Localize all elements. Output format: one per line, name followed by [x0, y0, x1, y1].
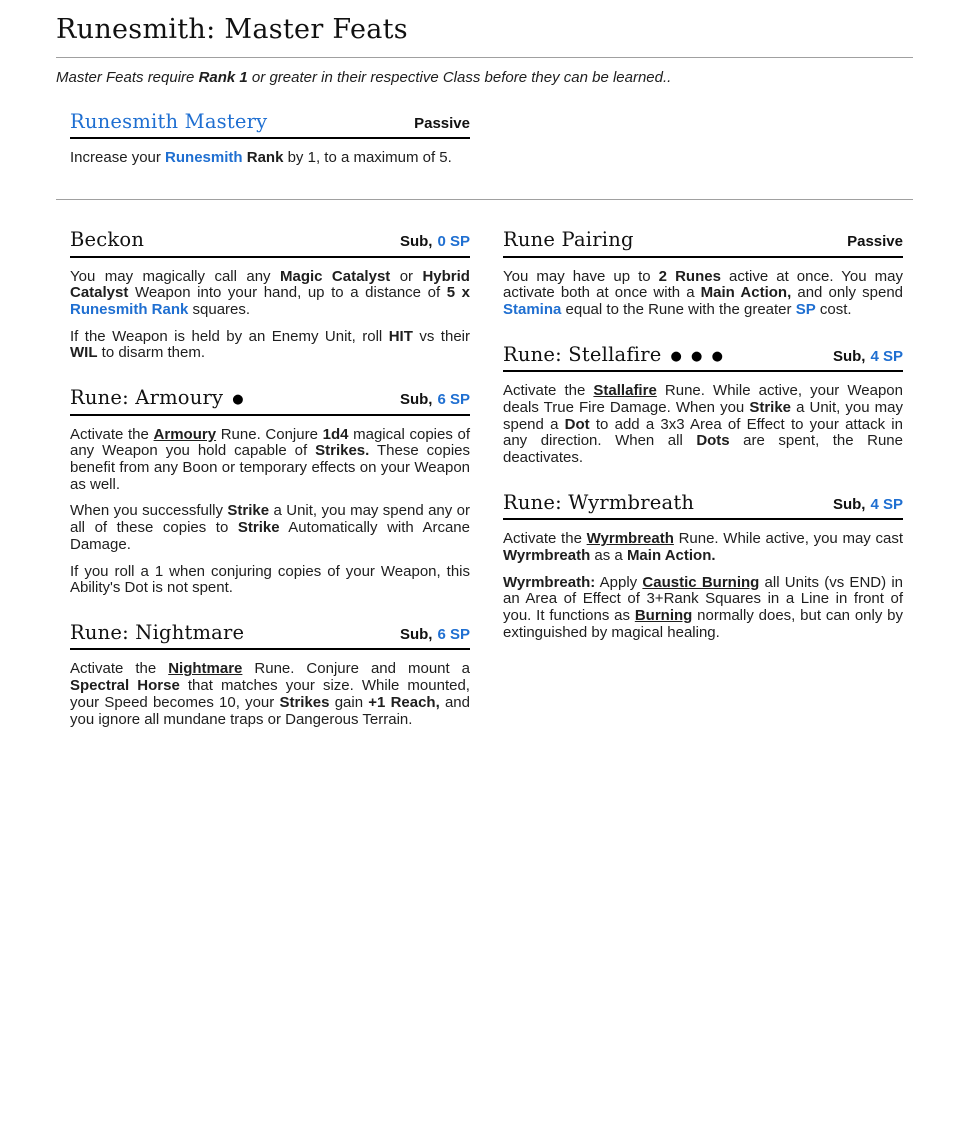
text-segment: or: [390, 267, 423, 285]
text-segment: Activate the: [503, 382, 594, 400]
feat-paragraph: [503, 269, 903, 319]
text-segment: Burning: [634, 607, 693, 625]
sp-cost-label[interactable]: 6 SP: [437, 391, 470, 409]
feat-header: [70, 622, 470, 644]
feat-paragraph: [70, 329, 470, 362]
feat-title: [503, 229, 634, 251]
feat-card-rune-armoury: [70, 387, 470, 597]
feat-usage: [833, 496, 903, 513]
text-segment: and you ignore all mundane traps or Dangerous Terrain.: [70, 693, 470, 728]
text-segment: are spent, the Rune deactivates.: [503, 432, 903, 467]
text-segment: If the Weapon is held by an Enemy Unit, roll: [70, 327, 389, 345]
feat-paragraph: [70, 661, 470, 728]
sp-cost-label[interactable]: 6 SP: [437, 626, 470, 644]
text-segment: Rune. While active, your Weapon deals True Fire Damage. When you: [503, 382, 903, 416]
text-segment: and only spend: [791, 284, 904, 302]
text-segment: Increase your: [70, 149, 166, 167]
text-segment: Nightmare: [168, 660, 243, 678]
text-segment: Rune. While active, you may cast: [673, 530, 903, 548]
text-segment: equal to the Rune with the greater: [561, 301, 796, 318]
text-segment: If you roll a 1 when conjuring copies of your Weapon, this Ability's Dot is not spent.: [70, 562, 470, 597]
feat-card-rune-pairing: [503, 229, 903, 319]
feat-title: [503, 344, 723, 366]
ability-dot-icon: ●: [232, 392, 244, 408]
left-column: [70, 229, 470, 728]
text-segment: Weapon into your hand, up to a distance of: [128, 284, 447, 302]
usage-type-label: Sub,: [399, 391, 433, 409]
text-segment: gain: [329, 693, 369, 711]
link-runesmith[interactable]: Runesmith: [165, 149, 243, 167]
text-segment: Activate the: [70, 425, 154, 443]
feat-card-rune-wyrmbreath: [503, 492, 903, 642]
text-segment: to disarm them.: [97, 344, 206, 362]
feat-paragraph: [70, 150, 470, 167]
text-segment: Master Feats require: [56, 69, 199, 86]
feat-usage: [400, 626, 470, 643]
feat-card-rune-stellafire: [503, 344, 903, 467]
feat-title-text: Beckon: [70, 228, 145, 252]
feat-header: [503, 344, 903, 366]
usage-type-label: Sub,: [832, 495, 866, 513]
feat-usage: [833, 348, 903, 365]
text-segment: 1d4: [322, 425, 349, 443]
text-segment: Wyrmbreath: [586, 530, 674, 548]
usage-type-label: Sub,: [832, 347, 866, 365]
text-segment: Activate the: [503, 530, 587, 548]
feat-card-runesmith-mastery: [70, 111, 470, 167]
feat-title-text: Rune: Stellafire: [503, 342, 662, 366]
usage-type-label: Sub,: [399, 626, 433, 644]
feat-body: [70, 269, 470, 363]
feat-underline: [70, 414, 470, 416]
text-segment: Strikes.: [315, 442, 370, 460]
right-column: [503, 229, 903, 728]
text-segment: Magic Catalyst: [279, 267, 391, 285]
text-segment: Apply: [595, 573, 643, 591]
text-segment: by 1, to a maximum of 5.: [283, 149, 452, 167]
text-segment: magical copies of any Weapon you hold capable of: [70, 425, 471, 460]
text-segment: Dot: [564, 415, 590, 433]
text-segment: Rank: [246, 149, 284, 167]
feat-title: [70, 622, 244, 644]
text-segment: When you successfully: [70, 502, 228, 520]
feat-header: [503, 492, 903, 514]
text-segment: These copies benefit from any Boon or temporary effects on your Weapon as well.: [70, 442, 470, 493]
feat-paragraph: [70, 269, 470, 319]
feat-title: [70, 111, 267, 133]
text-segment: Strike: [749, 398, 792, 416]
title-divider: [56, 57, 913, 58]
page-title: Runesmith: Master Feats: [56, 14, 408, 45]
feat-body: [503, 531, 903, 641]
feat-header: [70, 229, 470, 251]
feat-title-text: Rune: Armoury: [70, 386, 224, 410]
link-runesmith-rank[interactable]: Runesmith Rank: [70, 301, 189, 318]
feat-card-rune-nightmare: [70, 622, 470, 728]
feat-usage: [414, 115, 470, 132]
feat-underline: [503, 370, 903, 372]
text-segment: You may magically call any: [70, 267, 280, 285]
text-segment: active at once. You may activate both at once with a: [503, 267, 903, 302]
feat-paragraph: [503, 383, 903, 467]
feat-body: [503, 383, 903, 467]
text-segment: Rune. Conjure and mount a: [242, 660, 471, 678]
feat-title-text: Rune Pairing: [503, 228, 634, 252]
text-segment: Strikes: [279, 693, 330, 711]
feat-card-beckon: [70, 229, 470, 362]
feat-usage: [400, 391, 470, 408]
feat-header: [70, 111, 470, 133]
feat-underline: [503, 518, 903, 520]
text-segment: 2 Runes: [658, 267, 721, 285]
feat-underline: [70, 137, 470, 139]
requirements-note: [56, 69, 913, 86]
feat-header: [503, 229, 903, 251]
sp-cost-label[interactable]: 0 SP: [437, 233, 470, 251]
text-segment: HIT: [388, 327, 413, 345]
feat-underline: [70, 648, 470, 650]
feat-usage: [847, 233, 903, 250]
usage-type-label: Passive: [847, 233, 903, 251]
text-segment: Main Action,: [700, 284, 792, 302]
text-segment: Main Action.: [626, 546, 716, 564]
feat-body: [503, 269, 903, 319]
feat-paragraph: [70, 427, 470, 494]
text-segment: cost.: [815, 301, 852, 318]
text-segment: a Unit, you may spend a: [503, 398, 903, 433]
text-segment: vs their: [412, 327, 470, 345]
text-segment: 5 x: [446, 284, 470, 302]
feat-title: [503, 492, 694, 514]
text-segment: Hybrid Catalyst: [70, 267, 470, 302]
usage-type-label: Sub,: [399, 233, 433, 251]
feat-columns: [70, 229, 913, 728]
usage-type-label: Passive: [414, 115, 470, 132]
text-segment: Activate the: [70, 660, 169, 678]
feat-underline: [70, 256, 470, 258]
text-segment: Strike: [227, 502, 270, 520]
text-segment: to add a 3x3 Area of Effect to your attack in any direction. When all: [503, 415, 903, 450]
text-segment: Spectral Horse: [70, 677, 180, 695]
feat-body: [70, 661, 470, 728]
sp-cost-label[interactable]: 4 SP: [870, 495, 903, 513]
text-segment: Armoury: [153, 425, 217, 443]
feat-title: [70, 387, 244, 409]
sp-cost-label[interactable]: 4 SP: [870, 347, 903, 365]
text-segment: Caustic Burning: [642, 573, 760, 591]
text-segment: Rank 1: [198, 69, 248, 86]
text-segment: +1 Reach,: [368, 693, 440, 711]
feat-title: [70, 229, 144, 251]
text-segment: normally does, but can only by extinguished by magical healing.: [503, 607, 903, 641]
ability-dot-icon: ●: [670, 348, 683, 364]
text-segment: Dots: [696, 432, 730, 450]
text-segment: You may have up to: [503, 267, 659, 285]
text-segment: Wyrmbreath: [503, 546, 591, 564]
feat-paragraph: [503, 575, 903, 642]
text-segment: as a: [590, 546, 627, 564]
feat-body: [70, 427, 470, 597]
text-segment: Wyrmbreath:: [503, 573, 596, 591]
ability-dot-icon: ●: [711, 348, 724, 364]
link-stamina[interactable]: Stamina: [503, 301, 562, 318]
text-segment: or greater in their respective Class before they can be learned..: [247, 69, 672, 86]
feat-usage: [400, 233, 470, 250]
text-segment: all Units (vs END) in an Area of Effect of 3+Rank Squares in a Line in front of you. It functions as: [503, 573, 904, 625]
text-segment: Strike: [237, 519, 280, 537]
text-segment: Rune. Conjure: [216, 425, 323, 443]
feat-title-text: Rune: Nightmare: [70, 621, 245, 645]
text-segment: squares.: [188, 301, 251, 318]
text-segment: Stallafire: [593, 382, 657, 400]
feat-paragraph: [70, 564, 470, 597]
ability-dot-icon: ●: [691, 348, 703, 364]
section-divider: [56, 199, 913, 200]
text-segment: WIL: [70, 344, 98, 362]
feat-underline: [503, 256, 903, 258]
feat-body: [70, 150, 470, 167]
feat-title-text[interactable]: Runesmith Mastery: [70, 110, 268, 133]
feat-header: [70, 387, 470, 409]
feat-paragraph: [70, 503, 470, 553]
text-segment: a Unit, you may spend any or all of these copies to: [70, 502, 470, 537]
feat-paragraph: [503, 531, 903, 564]
text-segment: Automatically with Arcane Damage.: [70, 519, 470, 553]
text-segment: that matches your size. While mounted, your Speed becomes 10, your: [70, 677, 470, 711]
mastery-section: [70, 111, 913, 167]
feat-title-text: Rune: Wyrmbreath: [503, 490, 695, 514]
link-sp[interactable]: SP: [795, 301, 816, 318]
